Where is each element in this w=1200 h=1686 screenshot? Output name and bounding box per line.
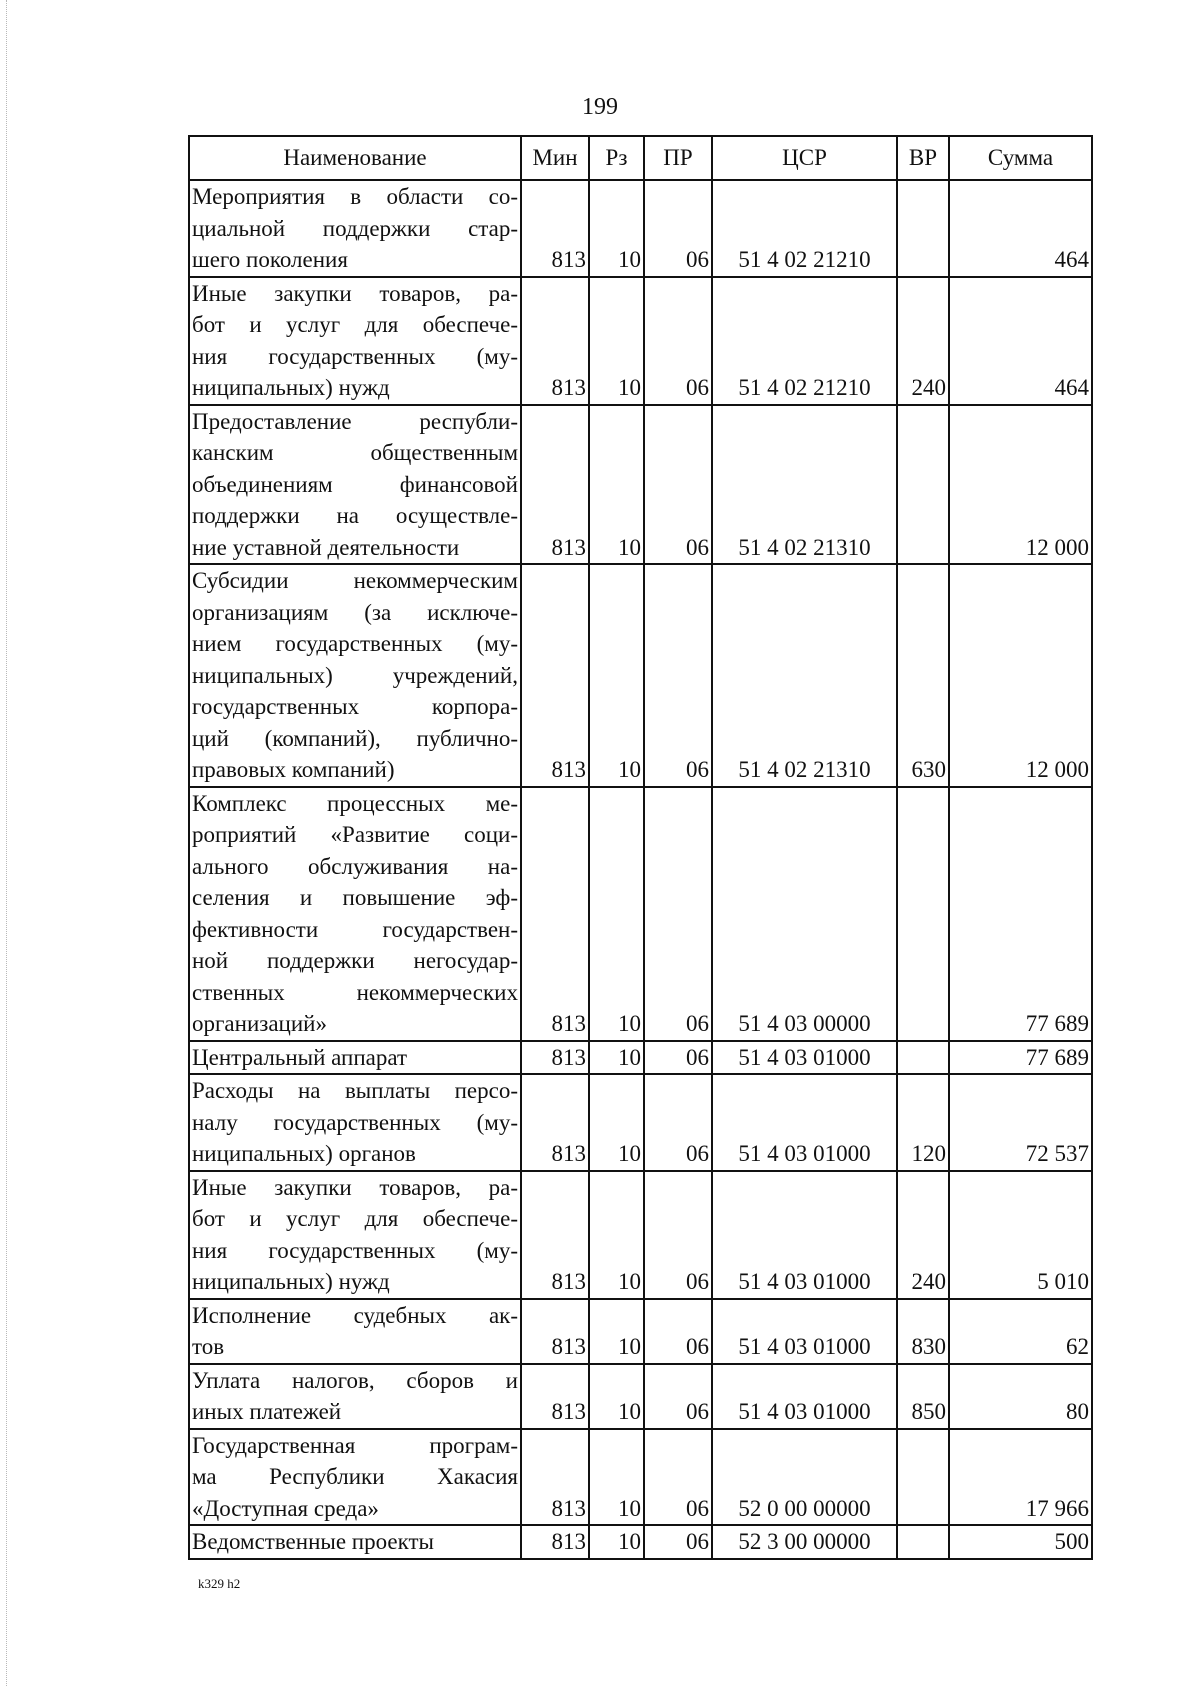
- cell-name-line: «Доступная среда»: [192, 1495, 379, 1521]
- cell-vr: [897, 405, 949, 565]
- table-row: [189, 1429, 1092, 1526]
- table-row: [189, 1525, 1092, 1559]
- cell-name: [189, 1041, 521, 1075]
- cell-min: 813: [521, 277, 589, 405]
- cell-name: [189, 1429, 521, 1526]
- footer-code: k329 h2: [198, 1576, 241, 1591]
- cell-sum: 77 689: [949, 1041, 1092, 1075]
- cell-rz: 10: [589, 1041, 644, 1075]
- cell-min: 813: [521, 1074, 589, 1171]
- cell-name: [189, 405, 521, 565]
- cell-vr: 240: [897, 277, 949, 405]
- cell-vr: [897, 1525, 949, 1559]
- cell-name-line: канским общественным: [192, 440, 518, 465]
- table-body: [189, 180, 1092, 1559]
- cell-sum: 12 000: [949, 405, 1092, 565]
- cell-name-line: ниципальных) нужд: [192, 1269, 390, 1294]
- table-header-row: [189, 136, 1092, 180]
- cell-name: [189, 1525, 521, 1559]
- cell-min: 813: [521, 1525, 589, 1559]
- cell-name-line: Уплата налогов, сборов и: [192, 1367, 518, 1393]
- cell-name-line: объединениям финансовой: [192, 471, 518, 497]
- cell-rz: 10: [589, 277, 644, 405]
- cell-name-line: Центральный аппарат: [192, 1044, 408, 1070]
- cell-name-line: ние уставной деятельности: [192, 534, 460, 560]
- cell-sum: 80: [949, 1364, 1092, 1429]
- cell-name-line: Комплекс процессных ме-: [192, 790, 518, 816]
- cell-sum: 500: [949, 1525, 1092, 1559]
- table-row: [189, 277, 1092, 405]
- cell-sum: 72 537: [949, 1074, 1092, 1171]
- table-row: [189, 1364, 1092, 1429]
- cell-rz: 10: [589, 405, 644, 565]
- cell-min: 813: [521, 405, 589, 565]
- cell-name-line: Государственная програм-: [192, 1432, 518, 1458]
- cell-rz: 10: [589, 1074, 644, 1171]
- cell-pr: 06: [644, 1429, 712, 1526]
- cell-pr: 06: [644, 1299, 712, 1364]
- cell-min: 813: [521, 180, 589, 277]
- cell-name: [189, 1364, 521, 1429]
- cell-name-line: ния государственных (му-: [192, 343, 518, 369]
- cell-pr: 06: [644, 1171, 712, 1299]
- cell-name-line: организаций»: [192, 1011, 327, 1036]
- cell-name-line: циальной поддержки стар-: [192, 215, 518, 241]
- cell-rz: 10: [589, 1364, 644, 1429]
- cell-name: [189, 1171, 521, 1299]
- cell-pr: 06: [644, 277, 712, 405]
- cell-rz: 10: [589, 1171, 644, 1299]
- cell-name-line: Иные закупки товаров, ра-: [192, 280, 518, 306]
- cell-rz: 10: [589, 1525, 644, 1559]
- header-vr: ВР: [897, 136, 949, 180]
- cell-pr: 06: [644, 180, 712, 277]
- cell-rz: 10: [589, 1299, 644, 1364]
- cell-name-line: организациям (за исключе-: [192, 599, 518, 625]
- cell-sum: 62: [949, 1299, 1092, 1364]
- cell-csr: 51 4 02 21310: [712, 405, 897, 565]
- cell-name-line: нием государственных (му-: [192, 631, 518, 656]
- header-name: Наименование: [189, 136, 521, 180]
- cell-name: [189, 277, 521, 405]
- cell-name-line: шего поколения: [192, 247, 348, 272]
- cell-csr: 51 4 03 01000: [712, 1364, 897, 1429]
- cell-csr: 51 4 02 21210: [712, 277, 897, 405]
- cell-name-line: ниципальных) органов: [192, 1141, 416, 1166]
- cell-name-line: налу государственных (му-: [192, 1109, 518, 1135]
- cell-csr: 51 4 03 01000: [712, 1041, 897, 1075]
- cell-rz: 10: [589, 564, 644, 787]
- budget-table: [188, 135, 1093, 1560]
- cell-name-line: Мероприятия в области со-: [192, 184, 518, 209]
- cell-pr: 06: [644, 1525, 712, 1559]
- header-pr: ПР: [644, 136, 712, 180]
- cell-name-line: ниципальных) нужд: [192, 375, 390, 400]
- cell-csr: 52 3 00 00000: [712, 1525, 897, 1559]
- cell-min: 813: [521, 564, 589, 787]
- cell-name-line: поддержки на осуществле-: [192, 503, 518, 528]
- cell-sum: 12 000: [949, 564, 1092, 787]
- cell-min: 813: [521, 1171, 589, 1299]
- cell-name-line: Иные закупки товаров, ра-: [192, 1174, 518, 1200]
- cell-min: 813: [521, 1429, 589, 1526]
- cell-rz: 10: [589, 1429, 644, 1526]
- header-csr: ЦСР: [712, 136, 897, 180]
- header-rz: Рз: [589, 136, 644, 180]
- cell-min: 813: [521, 1364, 589, 1429]
- table-row: [189, 1041, 1092, 1075]
- cell-name-line: ма Республики Хакасия: [192, 1464, 518, 1489]
- cell-vr: 850: [897, 1364, 949, 1429]
- cell-name: [189, 1299, 521, 1364]
- table-row: [189, 1171, 1092, 1299]
- cell-pr: 06: [644, 1364, 712, 1429]
- cell-name-line: фективности государствен-: [192, 916, 518, 942]
- cell-min: 813: [521, 1299, 589, 1364]
- cell-rz: 10: [589, 180, 644, 277]
- cell-sum: 17 966: [949, 1429, 1092, 1526]
- cell-pr: 06: [644, 787, 712, 1041]
- table-row: [189, 1299, 1092, 1364]
- cell-csr: 51 4 03 01000: [712, 1171, 897, 1299]
- cell-sum: 464: [949, 277, 1092, 405]
- cell-name: [189, 787, 521, 1041]
- cell-vr: [897, 180, 949, 277]
- cell-name-line: Расходы на выплаты персо-: [192, 1078, 518, 1103]
- cell-sum: 5 010: [949, 1171, 1092, 1299]
- header-sum: Сумма: [949, 136, 1092, 180]
- cell-name-line: Предоставление республи-: [192, 408, 518, 434]
- page-number: 199: [582, 94, 618, 120]
- cell-vr: [897, 1429, 949, 1526]
- cell-csr: 52 0 00 00000: [712, 1429, 897, 1526]
- cell-pr: 06: [644, 1074, 712, 1171]
- cell-name-line: правовых компаний): [192, 757, 395, 782]
- cell-name-line: ственных некоммерческих: [192, 979, 518, 1005]
- cell-csr: 51 4 03 01000: [712, 1299, 897, 1364]
- cell-name-line: Ведомственные проекты: [192, 1529, 434, 1554]
- table-row: [189, 405, 1092, 565]
- cell-name-line: государственных корпора-: [192, 694, 518, 719]
- cell-pr: 06: [644, 1041, 712, 1075]
- cell-name-line: ния государственных (му-: [192, 1237, 518, 1263]
- cell-name: [189, 564, 521, 787]
- cell-csr: 51 4 02 21210: [712, 180, 897, 277]
- page-edge-line: [6, 0, 8, 1686]
- cell-name-line: ций (компаний), публично-: [192, 725, 518, 751]
- cell-rz: 10: [589, 787, 644, 1041]
- table-row: [189, 787, 1092, 1041]
- cell-pr: 06: [644, 564, 712, 787]
- cell-csr: 51 4 02 21310: [712, 564, 897, 787]
- cell-name-line: ального обслуживания на-: [192, 853, 518, 879]
- cell-csr: 51 4 03 01000: [712, 1074, 897, 1171]
- cell-name: [189, 1074, 521, 1171]
- cell-name: [189, 180, 521, 277]
- table-row: [189, 564, 1092, 787]
- cell-vr: [897, 787, 949, 1041]
- cell-name-line: ной поддержки негосудар-: [192, 948, 518, 973]
- cell-name-line: ниципальных) учреждений,: [192, 662, 518, 688]
- cell-name-line: бот и услуг для обеспече-: [192, 312, 518, 337]
- cell-vr: 630: [897, 564, 949, 787]
- cell-min: 813: [521, 1041, 589, 1075]
- cell-vr: 120: [897, 1074, 949, 1171]
- cell-sum: 464: [949, 180, 1092, 277]
- cell-vr: [897, 1041, 949, 1075]
- cell-name-line: Субсидии некоммерческим: [192, 568, 518, 593]
- cell-pr: 06: [644, 405, 712, 565]
- table-row: [189, 1074, 1092, 1171]
- cell-name-line: бот и услуг для обеспече-: [192, 1206, 518, 1231]
- cell-min: 813: [521, 787, 589, 1041]
- cell-vr: 830: [897, 1299, 949, 1364]
- cell-name-line: роприятий «Развитие соци-: [192, 822, 518, 847]
- cell-name-line: тов: [192, 1334, 225, 1359]
- table-row: [189, 180, 1092, 277]
- cell-name-line: иных платежей: [192, 1399, 342, 1424]
- cell-name-line: селения и повышение эф-: [192, 885, 518, 910]
- cell-sum: 77 689: [949, 787, 1092, 1041]
- cell-csr: 51 4 03 00000: [712, 787, 897, 1041]
- header-min: Мин: [521, 136, 589, 180]
- cell-name-line: Исполнение судебных ак-: [192, 1302, 518, 1328]
- cell-vr: 240: [897, 1171, 949, 1299]
